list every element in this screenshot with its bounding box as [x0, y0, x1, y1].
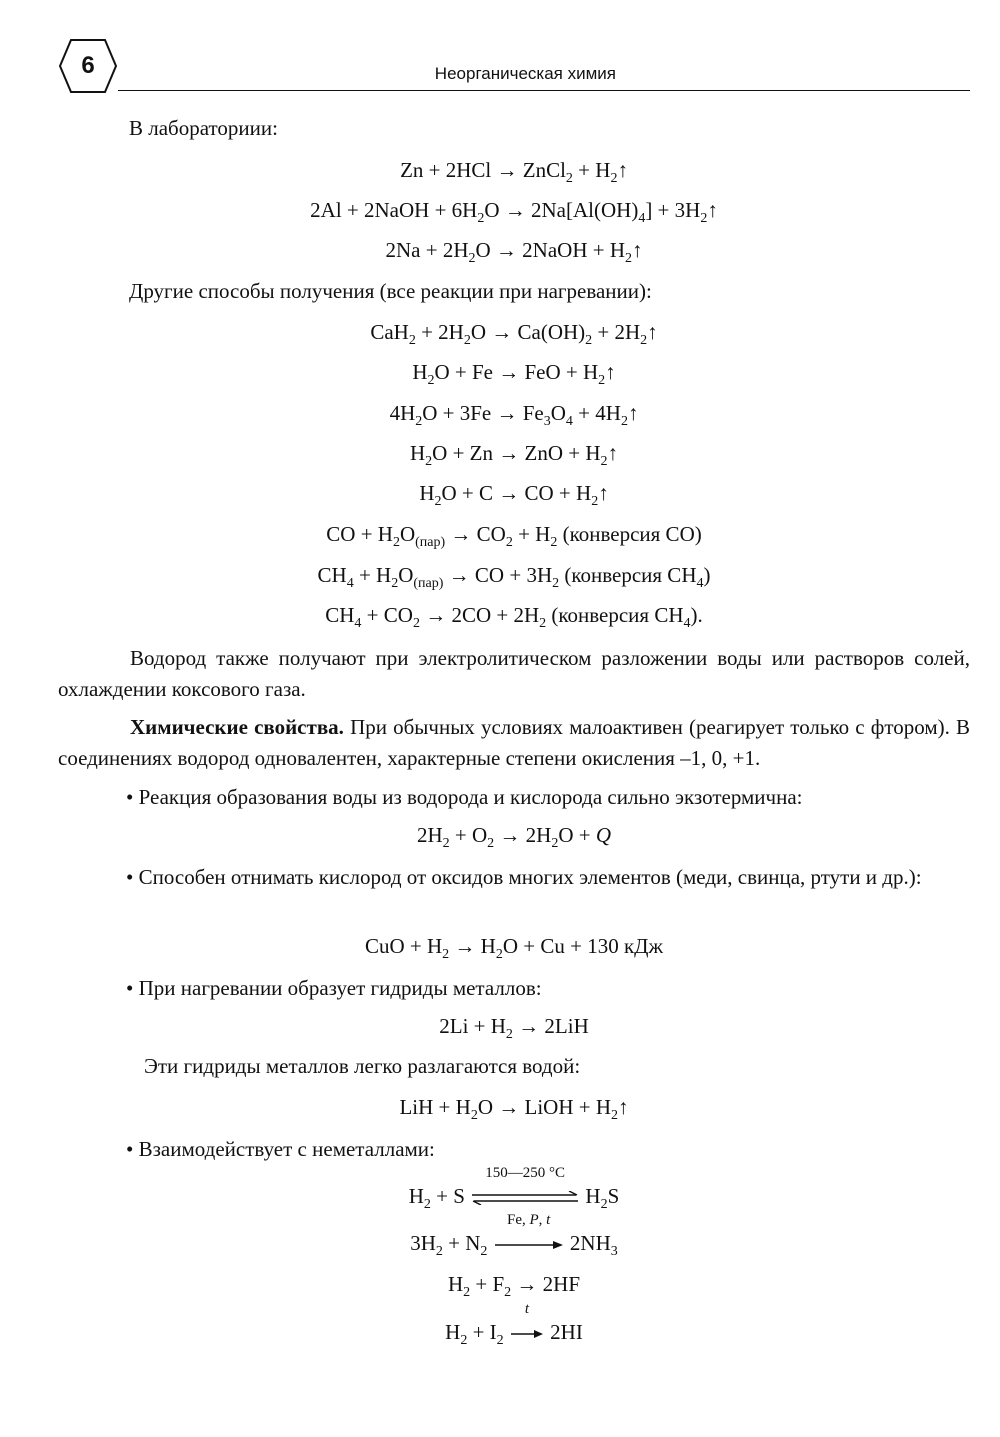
- lab-heading: В лабораториии:: [129, 116, 278, 140]
- reversible-arrow: [470, 1165, 580, 1209]
- equation: $H_2O + C$ → CO + $H_2↑$: [419, 481, 609, 509]
- equation: Zn + 2HCl → ZnCl$_2$ + $H_2↑$: [400, 158, 628, 186]
- catalyst-arrow: [493, 1212, 565, 1256]
- equation: CuO + $H_2 \to H_2O + Cu + 130$ кДж: [364, 934, 663, 962]
- equation: $H_2O + Zn$ → ZnO + $H_2↑$: [409, 441, 618, 469]
- bullet-hydrides: • При нагревании образует гидриды металлов:: [126, 976, 542, 1000]
- equation: $4H_2O + 3Fe \to Fe_3O_4$ + $4H_2↑$: [389, 401, 639, 429]
- equation: $CH_4 + H_2O_{(пар)}$ → CO + $3H_2$ (конверсия $СН_4$): [317, 563, 711, 591]
- equation: $H_2 + I_2$ t 2HI: [445, 1301, 583, 1348]
- chemical-properties-title: Химические свойства.: [130, 715, 344, 739]
- equation: $CH_4 + CO_2 \to 2CO + 2H_2$ (конверсия $СН_4$).: [325, 603, 703, 631]
- equation: LiH + $H_2O$ → LiOH + $H_2↑$: [399, 1095, 629, 1123]
- equation: $2Na + 2H_2O$ → 2NaOH + $H_2↑$: [385, 238, 643, 266]
- equation: 2Al + 2NaOH + $6H_2O \to 2Na[Al(OH)_4]$ + $3H_2↑$: [310, 198, 718, 226]
- equation: $2Li + H_2 \to 2LiH$: [439, 1014, 589, 1042]
- equation: $H_2 + S$ 150—250 °С $H_2S$: [408, 1165, 620, 1212]
- arrow-label: t: [524, 1301, 529, 1317]
- hydrides-note: Эти гидриды металлов легко разлагаются водой:: [144, 1054, 581, 1078]
- arrow-label: Fe, P, t: [507, 1212, 551, 1228]
- equation: $3H_2 + N_2$ Fe, P, t $2NH_3$: [410, 1212, 618, 1259]
- electrolysis-paragraph: Водород также получают при электролитическом разложении воды или растворов солей, охлаждении коксового газа.: [58, 646, 970, 701]
- equation: CO + $H_2O_{(пар)} \to CO_2 + H_2$ (конверсия СО): [326, 522, 702, 550]
- heat-arrow: [509, 1301, 545, 1345]
- running-title: Неорганическая химия: [434, 64, 616, 83]
- equation: $H_2O + Fe$ → FeO + $H_2↑$: [412, 360, 616, 388]
- other-methods-heading: Другие способы получения (все реакции при нагревании):: [129, 279, 652, 303]
- arrow-label: 150—250 °С: [485, 1165, 566, 1181]
- bullet-nonmetals: • Взаимодействует с неметаллами:: [126, 1137, 435, 1161]
- page-number: 6: [81, 52, 95, 79]
- equation: $2H_2 + O_2 \to 2H_2O + Q$: [416, 823, 612, 851]
- chemical-properties-text: При обычных условиях малоактивен (реагирует только с фтором). В соединениях водород одновалентен, характерные степени окисления –1, 0, +1.: [58, 715, 970, 770]
- page-header: [58, 36, 970, 96]
- bullet-oxides: • Способен отнимать кислород от оксидов многих элементов (меди, свинца, ртути и др.):: [126, 865, 922, 889]
- header-rule: [118, 90, 970, 91]
- equation: $H_2 + F_2 \to 2HF$: [447, 1272, 581, 1300]
- bullet-water: • Реакция образования воды из водорода и кислорода сильно экзотермична:: [126, 785, 803, 809]
- chemical-properties-paragraph: [58, 712, 970, 774]
- equation: $CaH_2 + 2H_2O \to Ca(OH)_2$ + $2H_2↑$: [370, 320, 658, 348]
